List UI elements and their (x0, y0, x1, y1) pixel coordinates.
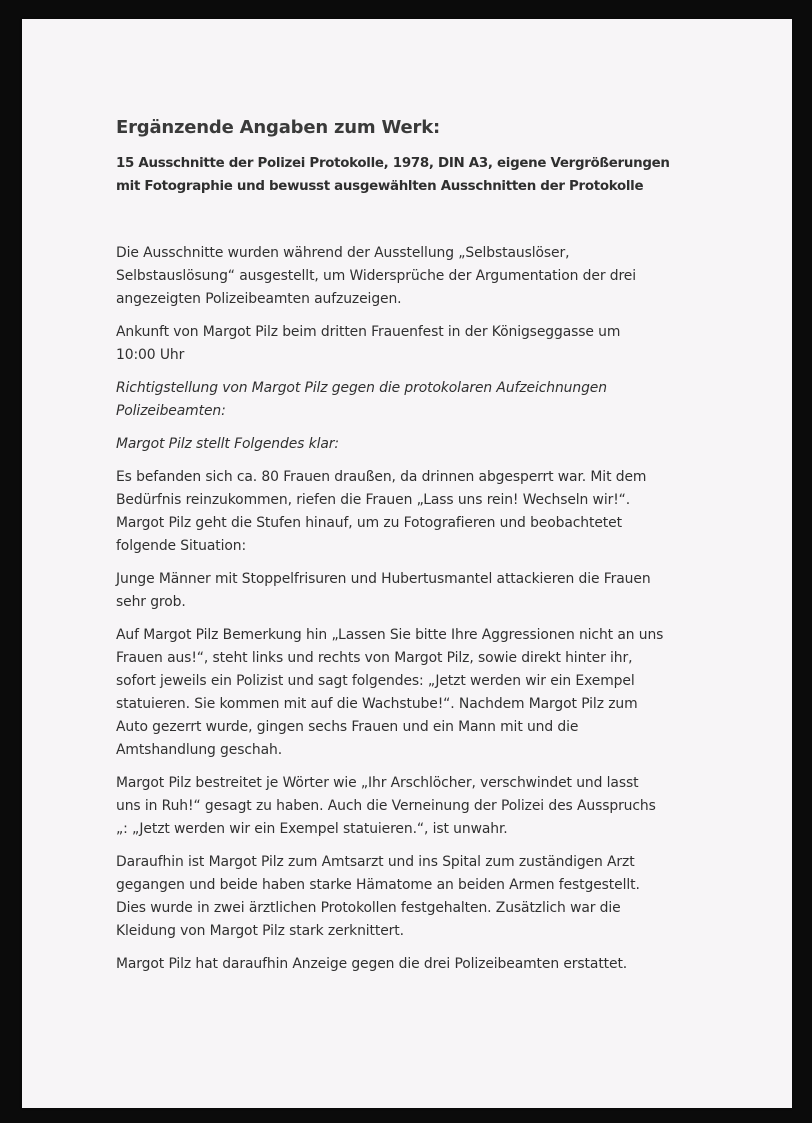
text-line: uns in Ruh!“ gesagt zu haben. Auch die Verneinung der Polizei des Ausspruchs (116, 798, 656, 814)
text-line: Auto gezerrt wurde, gingen sechs Frauen und ein Mann mit und die (116, 719, 579, 735)
paragraph-exhibition (116, 242, 716, 311)
document-page (22, 19, 792, 1108)
text-line: angezeigten Polizeibeamten aufzuzeigen. (116, 291, 402, 307)
paragraph-medical (116, 851, 716, 943)
subtitle-line: mit Fotographie und bewusst ausgewählten Ausschnitten der Protokolle (116, 179, 644, 194)
text-line: folgende Situation: (116, 538, 247, 554)
text-line: Selbstauslösung“ ausgestellt, um Widersprüche der Argumentation der drei (116, 268, 636, 284)
text-line: 10:00 Uhr (116, 347, 185, 363)
text-line: Frauen aus!“, steht links und rechts von Margot Pilz, sowie direkt hinter ihr, (116, 650, 633, 666)
text-line: „: „Jetzt werden wir ein Exempel statuieren.“, ist unwahr. (116, 821, 508, 837)
paragraph-arrival (116, 321, 716, 367)
document-subtitle (116, 152, 716, 198)
paragraph-situation (116, 466, 716, 558)
text-line: gegangen und beide haben starke Hämatome an beiden Armen festgestellt. (116, 877, 640, 893)
text-line: Auf Margot Pilz Bemerkung hin „Lassen Sie bitte Ihre Aggressionen nicht an uns (116, 627, 664, 643)
text-line: Daraufhin ist Margot Pilz zum Amtsarzt und ins Spital zum zuständigen Arzt (116, 854, 635, 870)
text-line: statuieren. Sie kommen mit auf die Wachstube!“. Nachdem Margot Pilz zum (116, 696, 638, 712)
text-line: Es befanden sich ca. 80 Frauen draußen, da drinnen abgesperrt war. Mit dem (116, 469, 647, 485)
document-title: Ergänzende Angaben zum Werk: (116, 117, 441, 138)
paragraph-denial (116, 772, 716, 841)
text-line: Richtigstellung von Margot Pilz gegen die protokolaren Aufzeichnungen (116, 380, 607, 396)
subtitle-line: 15 Ausschnitte der Polizei Protokolle, 1978, DIN A3, eigene Vergrößerungen (116, 156, 670, 171)
text-line: Polizeibeamten: (116, 403, 226, 419)
text-line: Margot Pilz stellt Folgendes klar: (116, 436, 339, 452)
text-line: sofort jeweils ein Polizist und sagt folgendes: „Jetzt werden wir ein Exempel (116, 673, 635, 689)
document-body (116, 117, 716, 986)
text-line: Dies wurde in zwei ärztlichen Protokollen festgehalten. Zusätzlich war die (116, 900, 621, 916)
text-line: Margot Pilz geht die Stufen hinauf, um zu Fotografieren und beobachtetet (116, 515, 622, 531)
text-line: Die Ausschnitte wurden während der Ausstellung „Selbstauslöser, (116, 245, 570, 261)
text-line: Amtshandlung geschah. (116, 742, 283, 758)
paragraph-arrest (116, 624, 716, 762)
text-line: Kleidung von Margot Pilz stark zerknittert. (116, 923, 404, 939)
text-line: Junge Männer mit Stoppelfrisuren und Hubertusmantel attackieren die Frauen (116, 571, 651, 587)
paragraph-clarification-heading (116, 433, 716, 456)
text-line: sehr grob. (116, 594, 186, 610)
paragraph-attack (116, 568, 716, 614)
text-line: Margot Pilz hat daraufhin Anzeige gegen die drei Polizeibeamten erstattet. (116, 956, 628, 972)
paragraph-complaint (116, 953, 716, 976)
text-line: Margot Pilz bestreitet je Wörter wie „Ihr Arschlöcher, verschwindet und lasst (116, 775, 639, 791)
text-line: Ankunft von Margot Pilz beim dritten Frauenfest in der Königseggasse um (116, 324, 621, 340)
text-line: Bedürfnis reinzukommen, riefen die Frauen „Lass uns rein! Wechseln wir!“. (116, 492, 631, 508)
paragraph-correction-heading (116, 377, 716, 423)
